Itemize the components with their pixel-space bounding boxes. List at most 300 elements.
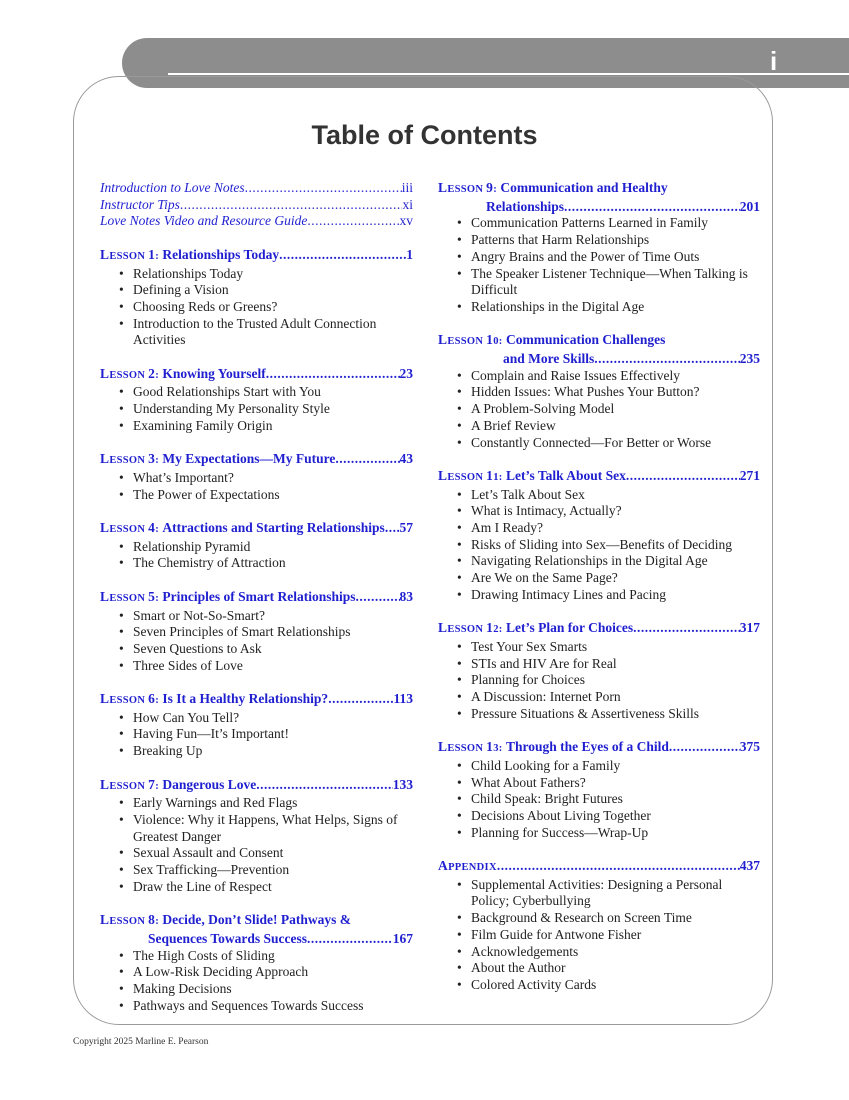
topic-item — [100, 812, 413, 845]
topic-text: Constantly Connected—For Better or Worse — [471, 434, 712, 450]
leader-dots — [279, 247, 406, 266]
topic-text: Making Decisions — [133, 980, 232, 996]
lesson-page: 43 — [399, 451, 413, 467]
lesson-block — [438, 739, 760, 841]
lesson-page: 271 — [739, 467, 760, 483]
topic-text: Planning for Success—Wrap-Up — [471, 824, 649, 840]
bullet-icon: • — [457, 367, 462, 383]
entry-page: xv — [399, 213, 413, 229]
bullet-icon: • — [457, 705, 462, 721]
lesson-link[interactable] — [100, 777, 413, 796]
lesson-title-line1 — [438, 332, 760, 351]
lesson-topics — [438, 877, 760, 994]
left-lessons — [100, 247, 413, 1015]
lesson-link[interactable] — [438, 858, 760, 877]
topic-text: Sex Trafficking—Prevention — [133, 862, 290, 878]
bullet-icon: • — [457, 943, 462, 959]
lesson-block — [438, 332, 760, 451]
topic-text: Smart or Not-So-Smart? — [133, 607, 265, 623]
lesson-prefix: APPENDIX — [438, 858, 497, 874]
topic-text: What is Intimacy, Actually? — [471, 503, 622, 519]
bullet-icon: • — [457, 910, 462, 926]
lesson-block — [100, 247, 413, 349]
lesson-prefix: LESSON 9: — [438, 180, 498, 195]
topic-text: How Can You Tell? — [133, 709, 240, 725]
lesson-link[interactable] — [100, 912, 413, 947]
lesson-topics — [100, 384, 413, 434]
topic-item — [438, 570, 760, 587]
lesson-link[interactable] — [100, 589, 413, 608]
lesson-title-text: Dangerous Love — [162, 776, 257, 792]
bullet-icon: • — [457, 774, 462, 790]
bullet-icon: • — [457, 570, 462, 586]
lesson-page: 235 — [739, 351, 760, 367]
bullet-icon: • — [457, 807, 462, 823]
lesson-block — [100, 777, 413, 896]
lesson-title-text: Through the Eyes of a Child — [505, 739, 669, 755]
topic-item — [100, 266, 413, 283]
topic-item — [438, 672, 760, 689]
topic-item — [100, 658, 413, 675]
lesson-block — [100, 366, 413, 435]
lesson-block — [438, 468, 760, 604]
topic-text: Test Your Sex Smarts — [471, 638, 588, 654]
topic-item — [438, 537, 760, 554]
entry-label: Introduction to Love Notes — [100, 180, 245, 195]
bullet-icon: • — [457, 960, 462, 976]
topic-item — [100, 795, 413, 812]
topic-item — [438, 927, 760, 944]
lesson-block — [100, 520, 413, 572]
topic-text: What’s Important? — [133, 469, 234, 485]
lesson-page: 375 — [739, 739, 760, 755]
leader-dots — [497, 858, 740, 877]
topic-item — [438, 587, 760, 604]
topic-text: Child Speak: Bright Futures — [471, 791, 623, 807]
topic-item — [100, 743, 413, 760]
lesson-topics — [100, 470, 413, 503]
page-number: i — [770, 46, 778, 76]
topic-text: A Problem-Solving Model — [471, 401, 615, 417]
bullet-icon: • — [119, 315, 124, 331]
topic-text: Sexual Assault and Consent — [133, 845, 284, 861]
topic-text: Supplemental Activities: Designing a Personal Policy; Cyberbullying — [471, 876, 723, 909]
lesson-link[interactable] — [438, 332, 760, 367]
bullet-icon: • — [119, 964, 124, 980]
copyright-footer: Copyright 2025 Marline E. Pearson — [73, 1037, 209, 1047]
lesson-page: 133 — [392, 776, 413, 792]
topic-text: A Low-Risk Deciding Approach — [133, 964, 309, 980]
topic-item — [100, 282, 413, 299]
leader-dots — [356, 589, 400, 608]
topic-text: A Brief Review — [471, 417, 556, 433]
topic-text: Pathways and Sequences Towards Success — [133, 997, 364, 1013]
leader-dots — [564, 199, 740, 216]
lesson-link[interactable] — [438, 180, 760, 215]
topic-text: Are We on the Same Page? — [471, 570, 618, 586]
topic-text: Good Relationships Start with You — [133, 384, 321, 400]
bullet-icon: • — [457, 215, 462, 231]
topic-text: The Speaker Listener Technique—When Talking is Difficult — [471, 265, 748, 298]
lesson-page: 23 — [399, 365, 413, 381]
toc-left-column — [100, 180, 413, 1014]
topic-text: Relationship Pyramid — [133, 538, 251, 554]
bullet-icon: • — [119, 878, 124, 894]
bullet-icon: • — [119, 709, 124, 725]
topic-text: Angry Brains and the Power of Time Outs — [471, 248, 700, 264]
topic-text: Choosing Reds or Greens? — [133, 298, 278, 314]
bullet-icon: • — [119, 298, 124, 314]
topic-text: Film Guide for Antwone Fisher — [471, 926, 642, 942]
topic-text: About the Author — [471, 960, 566, 976]
front-matter — [100, 180, 413, 230]
lesson-title-text: Principles of Smart Relationships — [162, 588, 356, 604]
topic-item — [438, 503, 760, 520]
bullet-icon: • — [119, 282, 124, 298]
leader-dots — [669, 739, 740, 758]
topic-text: Planning for Choices — [471, 672, 585, 688]
bullet-icon: • — [457, 926, 462, 942]
lesson-link[interactable] — [100, 691, 413, 710]
bullet-icon: • — [457, 232, 462, 248]
topic-item — [100, 384, 413, 401]
topic-item — [438, 401, 760, 418]
topic-item — [100, 316, 413, 349]
lesson-topics — [438, 758, 760, 842]
lesson-prefix: LESSON 2: — [100, 365, 160, 381]
leader-dots — [256, 777, 392, 796]
lesson-title-text: Communication Challenges — [505, 332, 666, 348]
lesson-link[interactable] — [438, 468, 760, 487]
bullet-icon: • — [457, 401, 462, 417]
topic-item — [100, 539, 413, 556]
lesson-title-text-2: Relationships — [486, 198, 565, 214]
front-matter-entry[interactable] — [100, 197, 413, 214]
topic-text: Pressure Situations & Assertiveness Skills — [471, 705, 700, 721]
lesson-topics — [438, 639, 760, 723]
topic-item — [100, 710, 413, 727]
lesson-title-text: Communication and Healthy — [500, 180, 668, 195]
topic-text: Patterns that Harm Relationships — [471, 232, 650, 248]
lesson-link[interactable] — [100, 247, 413, 266]
bullet-icon: • — [119, 657, 124, 673]
topic-item — [100, 487, 413, 504]
lesson-topics — [100, 539, 413, 572]
lesson-title-text-2: and More Skills — [503, 351, 595, 367]
bullet-icon: • — [457, 553, 462, 569]
bullet-icon: • — [119, 384, 124, 400]
topic-item — [438, 944, 760, 961]
leader-dots — [266, 366, 400, 385]
topic-item — [100, 470, 413, 487]
lesson-title-line2 — [100, 931, 413, 948]
topic-item — [438, 791, 760, 808]
lesson-title-text: Let’s Talk About Sex — [505, 467, 626, 483]
lesson-title-text: Is It a Healthy Relationship? — [162, 691, 329, 706]
topic-item — [438, 877, 760, 910]
topic-item — [100, 299, 413, 316]
bullet-icon: • — [119, 811, 124, 827]
topic-text: Colored Activity Cards — [471, 976, 597, 992]
topic-text: Decisions About Living Together — [471, 807, 651, 823]
topic-item — [438, 384, 760, 401]
topic-item — [438, 910, 760, 927]
topic-text: The Power of Expectations — [133, 486, 280, 502]
bullet-icon: • — [457, 824, 462, 840]
lesson-block — [100, 589, 413, 675]
lesson-link[interactable] — [100, 451, 413, 470]
topic-item — [438, 215, 760, 232]
lesson-prefix: LESSON 6: — [100, 691, 160, 706]
lesson-topics — [438, 215, 760, 315]
topic-item — [438, 639, 760, 656]
leader-dots — [328, 691, 393, 710]
topic-item — [100, 948, 413, 965]
bullet-icon: • — [457, 638, 462, 654]
lesson-topics — [100, 948, 413, 1015]
bullet-icon: • — [457, 520, 462, 536]
topic-item — [438, 299, 760, 316]
lesson-page: 437 — [739, 858, 760, 874]
lesson-block — [100, 912, 413, 1014]
topic-text: Communication Patterns Learned in Family — [471, 215, 708, 231]
topic-item — [100, 555, 413, 572]
topic-text: Seven Questions to Ask — [133, 640, 262, 656]
bullet-icon: • — [457, 384, 462, 400]
leader-dots — [180, 197, 403, 214]
topic-text: Relationships Today — [133, 265, 244, 281]
lesson-prefix: LESSON 8: — [100, 912, 160, 928]
lesson-page: 113 — [393, 691, 413, 706]
leader-dots — [385, 520, 400, 539]
lesson-page: 83 — [399, 588, 413, 604]
topic-text: Hidden Issues: What Pushes Your Button? — [471, 384, 700, 400]
topic-item — [100, 879, 413, 896]
bullet-icon: • — [119, 607, 124, 623]
lesson-prefix: LESSON 10: — [438, 332, 503, 348]
front-matter-entry[interactable] — [100, 180, 413, 197]
topic-text: What About Fathers? — [471, 774, 586, 790]
entry-label: Love Notes Video and Resource Guide — [100, 213, 308, 229]
lesson-topics — [438, 487, 760, 604]
lesson-block — [100, 451, 413, 503]
lesson-prefix: LESSON 5: — [100, 588, 160, 604]
header-divider — [168, 73, 849, 75]
topic-item — [100, 862, 413, 879]
lesson-title-text: Decide, Don’t Slide! Pathways & — [162, 912, 352, 928]
topic-text: Navigating Relationships in the Digital Age — [471, 553, 708, 569]
bullet-icon: • — [119, 624, 124, 640]
topic-text: A Discussion: Internet Porn — [471, 689, 621, 705]
lesson-title-line1 — [438, 180, 760, 199]
bullet-icon: • — [119, 401, 124, 417]
bullet-icon: • — [457, 689, 462, 705]
lesson-prefix: LESSON 12: — [438, 620, 503, 636]
bullet-icon: • — [119, 265, 124, 281]
topic-text: Acknowledgements — [471, 943, 579, 959]
topic-text: Examining Family Origin — [133, 417, 273, 433]
lesson-block — [100, 691, 413, 760]
topic-text: The Chemistry of Attraction — [133, 555, 286, 571]
bullet-icon: • — [457, 976, 462, 992]
topic-item — [100, 845, 413, 862]
topic-text: Three Sides of Love — [133, 657, 243, 673]
bullet-icon: • — [457, 298, 462, 314]
bullet-icon: • — [119, 862, 124, 878]
lesson-prefix: LESSON 4: — [100, 520, 160, 535]
lesson-topics — [100, 608, 413, 675]
topic-item — [438, 758, 760, 775]
lesson-topics — [100, 266, 413, 350]
bullet-icon: • — [119, 726, 124, 742]
lesson-topics — [438, 368, 760, 452]
topic-item — [438, 232, 760, 249]
entry-label: Instructor Tips — [100, 196, 180, 212]
lesson-block — [438, 858, 760, 994]
bullet-icon: • — [119, 795, 124, 811]
topic-text: Relationships in the Digital Age — [471, 298, 645, 314]
topic-text: Breaking Up — [133, 743, 203, 759]
topic-item — [438, 368, 760, 385]
lesson-prefix: LESSON 7: — [100, 776, 160, 792]
bullet-icon: • — [457, 791, 462, 807]
bullet-icon: • — [457, 486, 462, 502]
lesson-title-line2 — [438, 351, 760, 368]
topic-text: Drawing Intimacy Lines and Pacing — [471, 586, 666, 602]
bullet-icon: • — [119, 469, 124, 485]
lesson-prefix: LESSON 3: — [100, 451, 160, 467]
lesson-topics — [100, 795, 413, 895]
lesson-title-text: Relationships Today — [162, 246, 280, 262]
lesson-title-text: Let’s Plan for Choices — [505, 620, 634, 636]
topic-text: STIs and HIV Are for Real — [471, 655, 617, 671]
topic-item — [100, 624, 413, 641]
bullet-icon: • — [119, 417, 124, 433]
bullet-icon: • — [119, 845, 124, 861]
bullet-icon: • — [457, 434, 462, 450]
lesson-link[interactable] — [438, 620, 760, 639]
lesson-link[interactable] — [438, 739, 760, 758]
bullet-icon: • — [457, 876, 462, 892]
entry-page: iii — [401, 180, 413, 195]
topic-text: Am I Ready? — [471, 520, 543, 536]
bullet-icon: • — [119, 743, 124, 759]
lesson-title-text: Knowing Yourself — [162, 365, 266, 381]
topic-item — [438, 435, 760, 452]
bullet-icon: • — [119, 947, 124, 963]
topic-item — [100, 964, 413, 981]
bullet-icon: • — [457, 536, 462, 552]
front-matter-entry[interactable] — [100, 213, 413, 230]
leader-dots — [307, 931, 393, 948]
bullet-icon: • — [119, 555, 124, 571]
topic-item — [438, 418, 760, 435]
topic-item — [438, 960, 760, 977]
topic-item — [100, 418, 413, 435]
topic-text: Background & Research on Screen Time — [471, 910, 692, 926]
bullet-icon: • — [119, 538, 124, 554]
topic-item — [100, 401, 413, 418]
topic-text: Child Looking for a Family — [471, 757, 621, 773]
topic-text: Having Fun—It’s Important! — [133, 726, 289, 742]
topic-item — [100, 981, 413, 998]
leader-dots — [633, 620, 740, 639]
lesson-prefix: LESSON 1: — [100, 246, 160, 262]
lesson-block — [438, 180, 760, 316]
topic-item — [438, 825, 760, 842]
topic-item — [438, 249, 760, 266]
lesson-title-text: Attractions and Starting Relationships — [162, 520, 385, 535]
topic-item — [100, 641, 413, 658]
bullet-icon: • — [457, 503, 462, 519]
topic-text: Understanding My Personality Style — [133, 401, 330, 417]
page-title: Table of Contents — [311, 120, 538, 150]
lesson-title-line2 — [438, 199, 760, 216]
lesson-title-line1 — [100, 912, 413, 931]
bullet-icon: • — [457, 265, 462, 281]
topic-item — [438, 266, 760, 299]
lesson-page: 1 — [406, 246, 413, 262]
lesson-page: 201 — [739, 198, 760, 214]
topic-item — [438, 520, 760, 537]
topic-item — [438, 656, 760, 673]
bullet-icon: • — [119, 997, 124, 1013]
topic-item — [100, 608, 413, 625]
lesson-prefix: LESSON 11: — [438, 467, 503, 483]
topic-text: Risks of Sliding into Sex—Benefits of Deciding — [471, 536, 732, 552]
leader-dots — [594, 351, 739, 368]
topic-item — [438, 977, 760, 994]
topic-item — [438, 706, 760, 723]
bullet-icon: • — [457, 672, 462, 688]
topic-text: Introduction to the Trusted Adult Connection Activities — [133, 315, 377, 348]
topic-item — [438, 553, 760, 570]
topic-text: Complain and Raise Issues Effectively — [471, 367, 680, 383]
entry-page: xi — [402, 196, 413, 212]
lesson-title-text: My Expectations—My Future — [162, 451, 336, 467]
bullet-icon: • — [457, 417, 462, 433]
topic-text: Draw the Line of Respect — [133, 878, 272, 894]
lesson-link[interactable] — [100, 520, 413, 539]
topic-item — [100, 726, 413, 743]
leader-dots — [335, 451, 399, 470]
lesson-prefix: LESSON 13: — [438, 739, 503, 755]
bullet-icon: • — [457, 586, 462, 602]
topic-text: Violence: Why it Happens, What Helps, Signs of Greatest Danger — [133, 811, 398, 844]
bullet-icon: • — [119, 486, 124, 502]
bullet-icon: • — [457, 757, 462, 773]
topic-text: Early Warnings and Red Flags — [133, 795, 298, 811]
lesson-title-text-2: Sequences Towards Success — [148, 930, 308, 946]
topic-text: Defining a Vision — [133, 282, 229, 298]
right-lessons — [438, 180, 760, 994]
bullet-icon: • — [457, 248, 462, 264]
lesson-topics — [100, 710, 413, 760]
topic-item — [438, 689, 760, 706]
leader-dots — [307, 213, 399, 230]
bullet-icon: • — [119, 980, 124, 996]
topic-item — [438, 487, 760, 504]
topic-item — [100, 998, 413, 1015]
bullet-icon: • — [119, 640, 124, 656]
topic-item — [438, 808, 760, 825]
lesson-page: 57 — [399, 520, 413, 535]
toc-right-column — [438, 180, 760, 994]
leader-dots — [245, 180, 402, 197]
topic-text: Let’s Talk About Sex — [471, 486, 585, 502]
topic-item — [438, 775, 760, 792]
lesson-link[interactable] — [100, 366, 413, 385]
